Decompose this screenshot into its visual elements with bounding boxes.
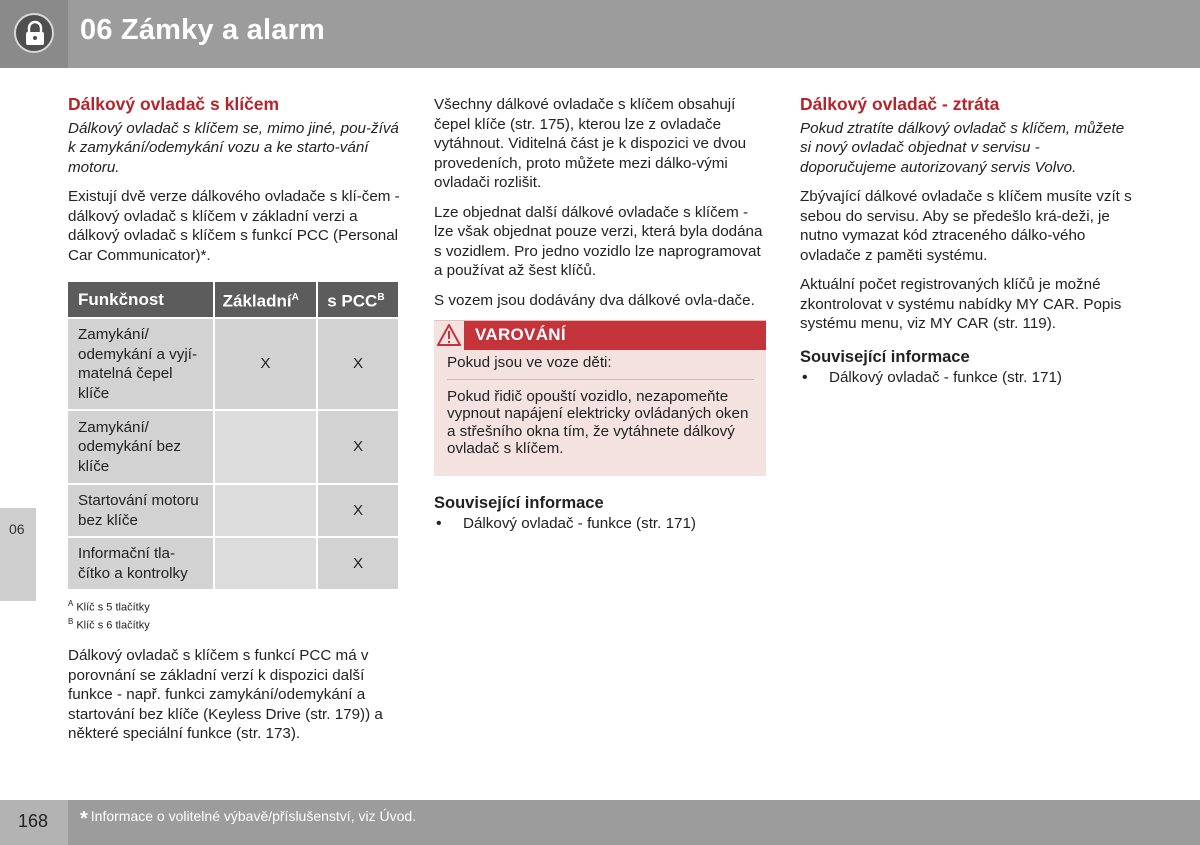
table-footnotes — [68, 597, 400, 632]
related-info-link[interactable]: • Dálkový ovladač - funkce (str. 171) — [434, 514, 766, 534]
header-icon-block — [0, 0, 68, 68]
section-lead: Pokud ztratíte dálkový ovladač s klíčem, můžete si nový ovladač objednat v servisu - doporučujeme autorizovaný servis Volvo. — [800, 119, 1125, 176]
chapter-title: 06 Zámky a alarm — [80, 14, 326, 46]
column-1 — [68, 95, 400, 754]
section-lead: Dálkový ovladač s klíčem se, mimo jiné, pou-žívá k zamykání/odemykání vozu a ke starto-vání motoru. — [68, 119, 399, 176]
basic-cell: X — [215, 319, 317, 409]
footnote: $^B$ Klíč s 6 tlačítky — [68, 616, 150, 632]
footnote: $^A$ Klíč s 5 tlačítky — [68, 599, 150, 614]
footer-note — [80, 808, 416, 831]
related-info-title: Související informace — [800, 347, 970, 366]
warning-title: VAROVÁNÍ — [475, 325, 566, 344]
table-row — [68, 319, 398, 409]
related-info-list — [800, 368, 1132, 388]
warning-box — [434, 320, 766, 476]
feature-cell: Startování motoru bez klíče — [68, 485, 213, 536]
chapter-side-tab-label: 06 — [9, 521, 25, 537]
table-row — [68, 485, 398, 536]
column-3 — [800, 95, 1132, 388]
feature-cell: Zamykání/ odemykání bez klíče — [68, 411, 213, 483]
table-row — [68, 538, 398, 589]
col-header-pcc: s $PCC^B$ — [318, 282, 398, 317]
feature-table — [66, 280, 400, 591]
pcc-cell: X — [318, 485, 398, 536]
section-title-remote-key: Dálkový ovladač s klíčem — [68, 94, 280, 114]
warning-header — [434, 321, 766, 350]
intro-paragraph: Existují dvě verze dálkového ovladače s klí-čem - dálkový ovladač s klíčem v základní verzi a dálkový ovladač s klíčem s funkcí PCC (Personal Car Communicator)*. — [68, 188, 400, 264]
asterisk-mark: * — [80, 808, 88, 830]
chapter-side-tab — [0, 508, 36, 601]
col-header-feature: Funkčnost — [68, 282, 213, 317]
section-title-loss: Dálkový ovladač - ztráta — [800, 94, 1000, 114]
warning-triangle-icon — [434, 321, 464, 350]
footer-note-text: Informace o volitelné výbavě/příslušenství, viz Úvod. — [90, 808, 417, 824]
table-row — [68, 411, 398, 483]
paragraph: Aktuální počet registrovaných klíčů je možné zkontrolovat v systému nabídky MY CAR. Popis systému menu, viz MY CAR (str. 119). — [800, 276, 1122, 332]
pcc-cell: X — [318, 411, 398, 483]
feature-cell: Informační tla-čítko a kontrolky — [68, 538, 213, 589]
pcc-cell: X — [318, 538, 398, 589]
warning-text: Pokud řidič opouští vozidlo, nezapomeňte vypnout napájení elektricky ovládaných oken a střešního okna tím, že vytáhnete dálkový ovladač s klíčem. — [447, 387, 749, 457]
basic-cell — [215, 538, 317, 589]
paragraph: Lze objednat další dálkové ovladače s klíčem - lze však objednat pouze verzi, která byla dodána s vozidlem. Pro jedno vozidlo lze naprogramovat a používat až šest klíčů. — [434, 203, 763, 279]
warning-body — [434, 350, 766, 476]
feature-cell: Zamykání/ odemykání a vyjí-matelná čepel klíče — [68, 319, 213, 409]
paragraph: Zbývající dálkové ovladače s klíčem musíte vzít s sebou do servisu. Aby se předešlo krá-deži, je nutno vymazat kód ztraceného dálko-vého ovladače z paměti systému. — [800, 188, 1132, 264]
related-info-list — [434, 514, 766, 534]
page-header — [0, 0, 1200, 68]
paragraph: S vozem jsou dodávány dva dálkové ovla-dače. — [434, 291, 755, 309]
related-info-link[interactable]: • Dálkový ovladač - funkce (str. 171) — [800, 368, 1132, 388]
outro-paragraph: Dálkový ovladač s klíčem s funkcí PCC má v porovnání se základní verzí k dispozici další funkce - např. funkci zamykání/odemykání a startování bez klíče (Keyless Drive (str. 179)) a některé speciální funkce (str. 173). — [68, 647, 383, 743]
col-header-basic: Základní$^A$ — [215, 282, 317, 317]
column-2 — [434, 95, 766, 534]
paragraph: Všechny dálkové ovladače s klíčem obsahují čepel klíče (str. 175), kterou lze z ovladače vytáhnout. Viditelná část je k dispozici ve dvou provedeních, proto můžete mezi dálko-vými ovladači rozlišit. — [434, 96, 747, 191]
related-info-title: Související informace — [434, 493, 604, 512]
basic-cell — [215, 411, 317, 483]
warning-line: Pokud jsou ve voze děti: — [447, 354, 754, 380]
pcc-cell: X — [318, 319, 398, 409]
table-header-row — [68, 282, 398, 317]
page-number-block — [0, 800, 68, 845]
lock-icon — [14, 13, 54, 53]
page-footer — [0, 800, 1200, 845]
page-number: 168 — [18, 811, 49, 831]
basic-cell — [215, 485, 317, 536]
